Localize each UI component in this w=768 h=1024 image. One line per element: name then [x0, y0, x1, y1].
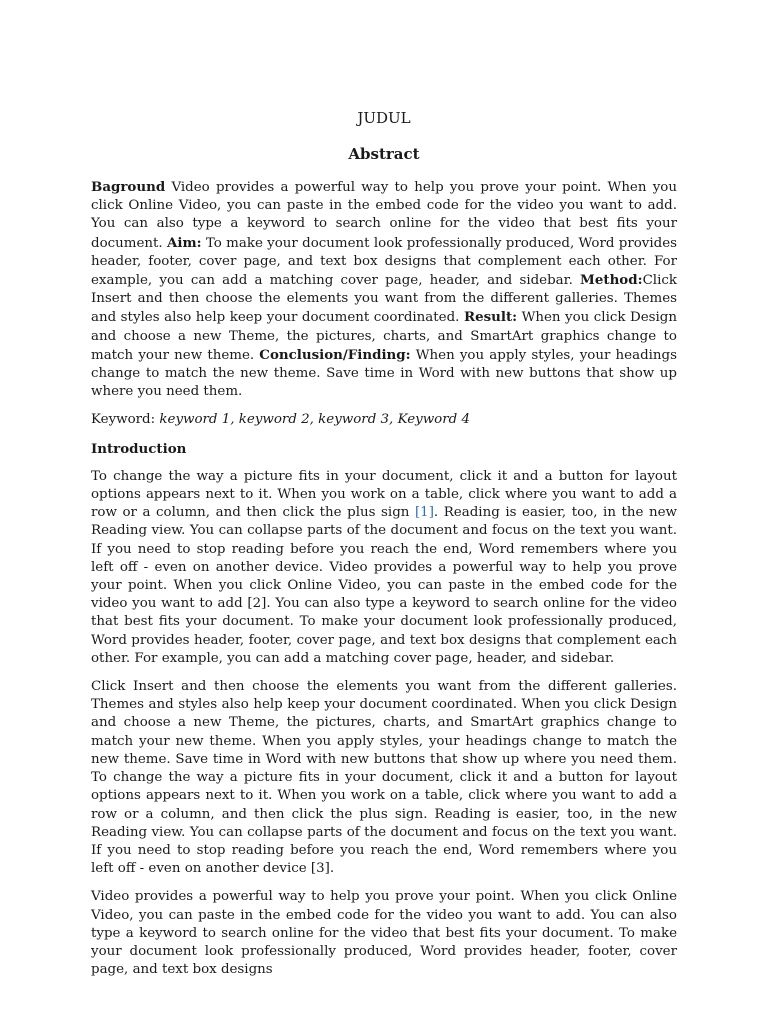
citation-link-1[interactable]: [1] [414, 505, 434, 521]
keyword-line [91, 411, 677, 429]
introduction-paragraph-2: Click Insert and then choose the elements you want from the different galleries. Themes and styles also help keep your document coordinated. When you click Design and choose a new Theme, the pictures, charts, and SmartArt graphics change to match your new theme. When you apply styles, your headings change to match the new theme. Save time in Word with new buttons that show up where you need them. To change the way a picture fits in your document, click it and a button for layout options appears next to it. When you work on a table, click where you want to add a row or a column, and then click the plus sign. Reading is easier, too, in the new Reading view. You can collapse parts of the document and focus on the text you want. If you need to stop reading before you reach the end, Word remembers where you left off - even on another device [3]. [91, 679, 677, 877]
introduction-paragraph-1 [91, 468, 677, 668]
intro-p1-before-ref: To change the way a picture fits in your document, click it and a button for layout options appears next to it. When you work on a table, click where you want to add a row or a column, and then click the plus sign [91, 468, 677, 521]
result-label: Result: [463, 309, 518, 326]
method-text: Click Insert and then choose the elements you want from the different galleries. Themes and styles also help keep your document coordinated. [91, 273, 677, 326]
abstract-paragraph [91, 178, 677, 401]
result-text: When you click Design and choose a new Theme, the pictures, charts, and SmartArt graphics change to match your new theme. [91, 310, 677, 363]
keyword-values: keyword 1, keyword 2, keyword 3, Keyword 4 [159, 412, 470, 428]
introduction-paragraph-3: Video provides a powerful way to help you prove your point. When you click Online Video, you can paste in the embed code for the video you want to add. You can also type a keyword to search online for the video that best fits your document. To make your document look professionally produced, Word provides header, footer, cover page, and text box designs [91, 889, 677, 978]
aim-text: To make your document look professionally produced, Word provides header, footer, cover page, and text box designs that complement each other. For example, you can add a matching cover page, header, and sidebar. [91, 235, 677, 289]
background-label: Baground [91, 179, 166, 195]
method-label: Method: [580, 272, 643, 289]
introduction-heading: Introduction [91, 440, 187, 457]
document-title: JUDUL [357, 109, 411, 127]
aim-label: Aim: [166, 234, 202, 251]
keyword-label: Keyword: [91, 412, 160, 428]
abstract-heading: Abstract [348, 145, 420, 163]
conclusion-label: Conclusion/Finding: [259, 346, 411, 363]
intro-p1-after-ref: . Reading is easier, too, in the new Reading view. You can collapse parts of the document and focus on the text you want. If you need to stop reading before you reach the end, Word remembers where you left off - even on another device. Video provides a powerful way to help you prove your point. When you click Online Video, you can paste in the embed code for the video you want to add [2]. You can also type a keyword to search online for the video that best fits your document. To make your document look professionally produced, Word provides header, footer, cover page, and text box designs that complement each other. For example, you can add a matching cover page, header, and sidebar. [91, 505, 677, 666]
background-text: Video provides a powerful way to help you prove your point. When you click Online Video, you can paste in the embed code for the video you want to add. You can also type a keyword to search online for the video that best fits your document. [91, 180, 677, 251]
document-page [91, 108, 677, 989]
conclusion-text: When you apply styles, your headings change to match the new theme. Save time in Word with new buttons that show up where you need them. [91, 347, 677, 400]
